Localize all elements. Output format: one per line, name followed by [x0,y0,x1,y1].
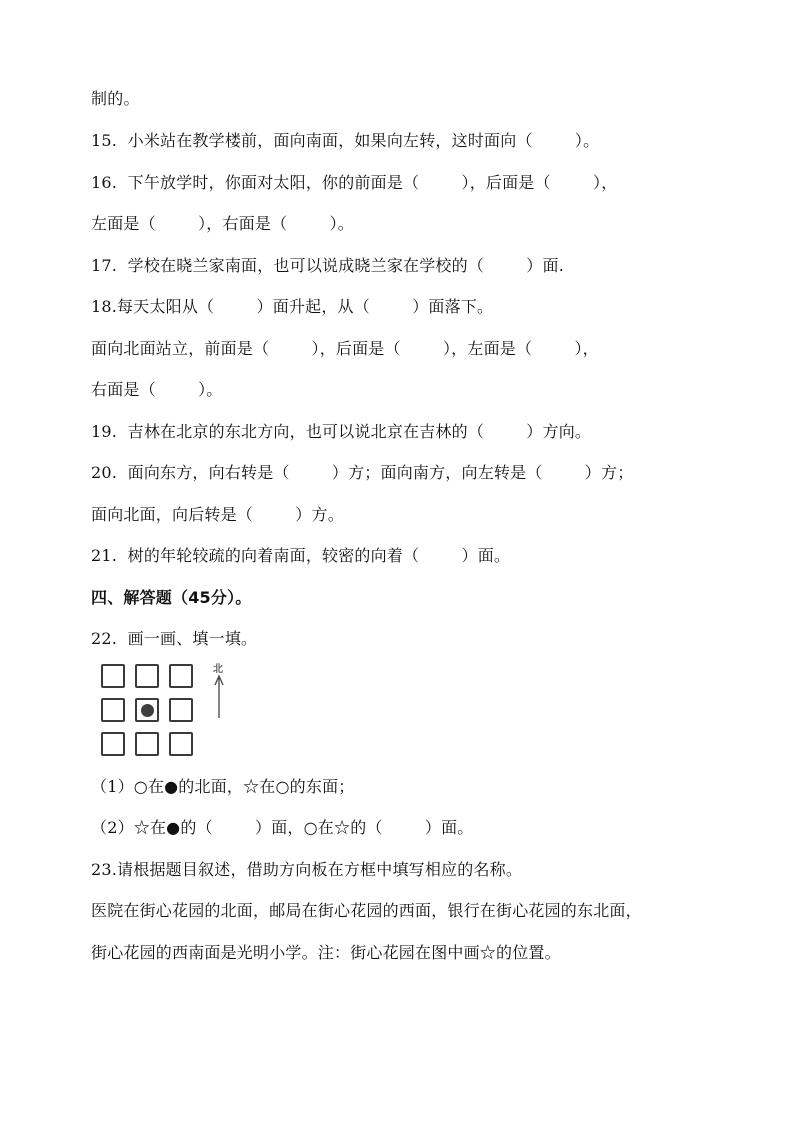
grid-cell-8 [135,732,159,756]
question-22-part-2: （2）☆在●的（ ）面，○在☆的（ ）面。 [91,818,474,837]
question-18-line-2: 面向北面站立，前面是（ ），后面是（ ），左面是（ ）， [91,339,599,358]
grid-cell-1 [101,664,125,688]
question-17: 17. 学校在晓兰家南面，也可以说成晓兰家在学校的（ ）面. [91,256,564,275]
question-16-line-2: 左面是（ ），右面是（ ）。 [91,214,354,233]
grid-3x3 [101,664,197,758]
grid-cell-7 [101,732,125,756]
question-22-title: 22. 画一画、填一填。 [91,629,258,648]
grid-cell-5 [135,698,159,722]
grid-cell-2 [135,664,159,688]
grid-cell-6 [169,698,193,722]
question-23-line-2: 街心花园的西南面是光明小学。注：街心花园在图中画☆的位置。 [91,943,561,962]
question-18-line-1: 18.每天太阳从（ ）面升起，从（ ）面落下。 [91,297,494,316]
question-22-part-1: （1）○在●的北面，☆在○的东面； [91,777,355,796]
line-0: 制的。 [91,89,140,108]
grid-cell-9 [169,732,193,756]
question-18-line-3: 右面是（ ）。 [91,380,223,399]
question-20-line-2: 面向北面，向后转是（ ）方。 [91,505,344,524]
question-20-line-1: 20. 面向东方，向右转是（ ）方；面向南方，向左转是（ ）方； [91,463,634,482]
question-16-line-1: 16. 下午放学时，你面对太阳，你的前面是（ ），后面是（ ）， [91,173,618,192]
north-indicator [211,660,231,720]
north-arrow-icon [211,660,231,720]
question-23-title: 23.请根据题目叙述，借助方向板在方框中填写相应的名称。 [91,860,523,879]
question-23-line-1: 医院在街心花园的北面，邮局在街心花园的西面，银行在街心花园的东北面， [91,901,642,920]
question-15: 15. 小米站在教学楼前，面向南面，如果向左转，这时面向（ ）。 [91,131,600,150]
grid-cell-4 [101,698,125,722]
section-heading: 四、解答题（45分）。 [91,588,252,607]
north-label: 北 [213,664,223,675]
question-19: 19. 吉林在北京的东北方向，也可以说北京在吉林的（ ）方向。 [91,422,592,441]
question-21: 21. 树的年轮较疏的向着南面，较密的向着（ ）面。 [91,546,511,565]
filled-dot-icon [141,704,154,717]
grid-cell-3 [169,664,193,688]
